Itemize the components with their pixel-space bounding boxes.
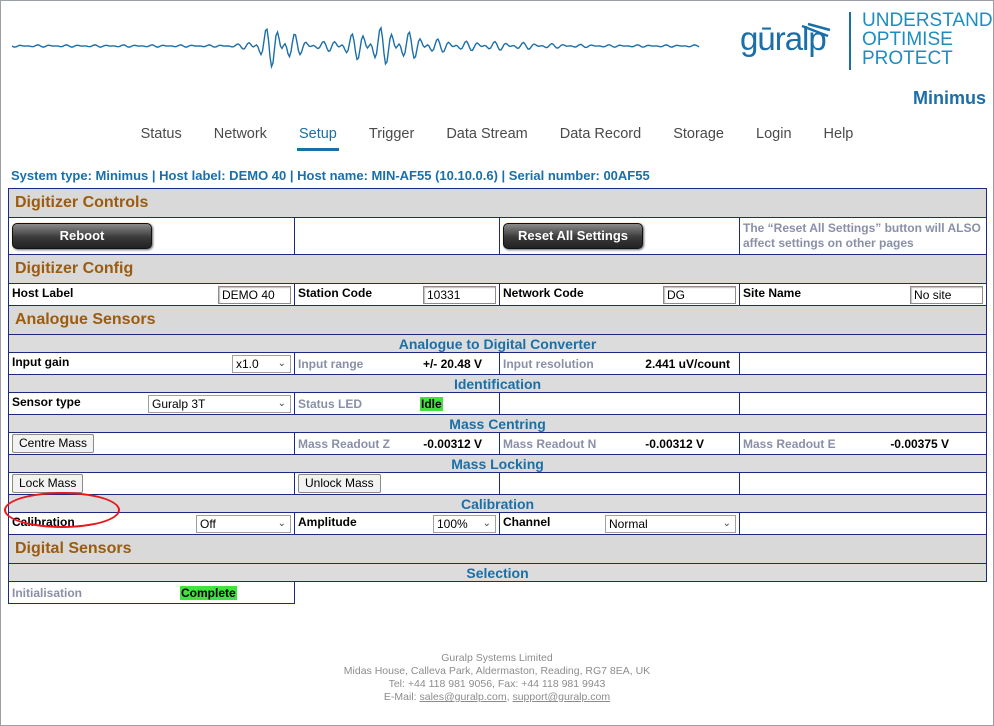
input-resolution-label: Input resolution — [503, 356, 594, 371]
subsection-mass-locking: Mass Locking — [9, 455, 987, 473]
nav-login[interactable]: Login — [756, 126, 792, 142]
input-resolution-value: 2.441 uV/count — [645, 356, 730, 371]
unlock-mass-button[interactable]: Unlock Mass — [298, 474, 381, 493]
tagline-understand: UNDERSTAND — [862, 10, 993, 31]
amplitude-select[interactable] — [433, 515, 496, 533]
initialisation-label: Initialisation — [12, 585, 83, 600]
nav-network[interactable]: Network — [213, 126, 267, 142]
section-digitizer-controls: Digitizer Controls — [9, 189, 987, 218]
input-range-value: +/- 20.48 V — [422, 356, 482, 371]
calibration-label: Calibration — [12, 514, 75, 529]
support-email-link[interactable]: support@guralp.com — [512, 691, 611, 703]
chevron-down-icon: ⌄ — [482, 517, 491, 529]
network-code-input[interactable]: DG — [663, 286, 736, 304]
subsection-calibration: Calibration — [9, 495, 987, 513]
footer-address: Midas House, Calleva Park, Aldermaston, Reading, RG7 8EA, UK — [343, 665, 651, 677]
seismogram-banner — [12, 18, 702, 74]
network-code-label: Network Code — [503, 285, 584, 300]
calibration-value: Off — [200, 516, 216, 531]
mass-readout-n-label: Mass Readout N — [503, 436, 597, 451]
host-label-label: Host Label — [12, 285, 74, 300]
centre-mass-button[interactable]: Centre Mass — [12, 434, 94, 453]
nav-help[interactable]: Help — [823, 126, 854, 142]
nav-setup[interactable]: Setup — [297, 126, 339, 151]
status-led-label: Status LED — [298, 396, 363, 411]
mass-readout-e-value: -0.00375 V — [890, 436, 950, 451]
sensor-type-label: Sensor type — [12, 394, 81, 409]
mass-readout-n-value: -0.00312 V — [645, 436, 704, 451]
subsection-identification: Identification — [9, 375, 987, 393]
lock-mass-highlight-annotation — [4, 492, 120, 528]
footer-company: Guralp Systems Limited — [441, 652, 553, 664]
reset-note: The “Reset All Settings” button will ALSO affect settings on other pages — [740, 218, 987, 255]
nav-data-stream[interactable]: Data Stream — [446, 126, 528, 142]
chevron-down-icon: ⌄ — [277, 357, 286, 369]
channel-label: Channel — [503, 514, 551, 529]
nav-status[interactable]: Status — [140, 126, 182, 142]
chevron-down-icon: ⌄ — [722, 517, 731, 529]
input-range-label: Input range — [298, 356, 364, 371]
mass-readout-e-label: Mass Readout E — [743, 436, 836, 451]
chevron-down-icon: ⌄ — [277, 397, 286, 409]
site-name-label: Site Name — [743, 285, 802, 300]
footer — [0, 652, 994, 704]
subsection-selection: Selection — [9, 564, 987, 582]
station-code-input[interactable]: 10331 — [423, 286, 496, 304]
logo-divider — [849, 12, 851, 70]
section-digitizer-config: Digitizer Config — [9, 255, 987, 284]
input-gain-select[interactable] — [232, 355, 291, 373]
tagline-optimise: OPTIMISE — [862, 29, 953, 50]
nav-trigger[interactable]: Trigger — [368, 126, 415, 142]
footer-email-prefix: E-Mail: — [383, 691, 417, 703]
status-led-badge: Idle — [421, 396, 442, 411]
chevron-down-icon: ⌄ — [277, 517, 286, 529]
input-gain-value: x1.0 — [236, 356, 259, 371]
settings-table — [8, 188, 987, 604]
section-digital-sensors: Digital Sensors — [9, 535, 987, 564]
tagline-protect: PROTECT — [862, 48, 953, 69]
model-title: Minimus — [912, 88, 986, 108]
sensor-type-select[interactable] — [148, 395, 291, 413]
mass-readout-z-value: -0.00312 V — [423, 436, 482, 451]
lock-mass-button[interactable]: Lock Mass — [12, 474, 83, 493]
channel-value: Normal — [609, 516, 648, 531]
nav-data-record[interactable]: Data Record — [559, 126, 642, 142]
reset-all-settings-button[interactable]: Reset All Settings — [503, 223, 643, 249]
channel-select[interactable] — [605, 515, 736, 533]
station-code-label: Station Code — [298, 285, 372, 300]
amplitude-label: Amplitude — [298, 514, 357, 529]
guralp-logo: gūralp — [740, 20, 826, 57]
logo-swoosh-icon — [800, 22, 832, 44]
mass-readout-z-label: Mass Readout Z — [298, 436, 391, 451]
sensor-type-value: Guralp 3T — [152, 396, 206, 411]
host-label-input[interactable]: DEMO 40 — [218, 286, 291, 304]
system-info: System type: Minimus | Host label: DEMO 40 | Host name: MIN-AF55 (10.10.0.6) | Serial number: 00AF55 — [11, 168, 650, 183]
subsection-adc: Analogue to Digital Converter — [9, 335, 987, 353]
section-analogue-sensors: Analogue Sensors — [9, 306, 987, 335]
input-gain-label: Input gain — [12, 354, 70, 369]
site-name-input[interactable]: No site — [910, 286, 983, 304]
calibration-select[interactable] — [196, 515, 291, 533]
nav-storage[interactable]: Storage — [673, 126, 724, 142]
sales-email-link[interactable]: sales@guralp.com — [419, 691, 507, 703]
initialisation-badge: Complete — [181, 585, 236, 600]
subsection-mass-centring: Mass Centring — [9, 415, 987, 433]
reboot-button[interactable]: Reboot — [12, 223, 152, 249]
amplitude-value: 100% — [437, 516, 468, 531]
footer-email: E-Mail: sales@guralp.com, support@guralp.com — [383, 691, 611, 703]
footer-phone: Tel: +44 118 981 9056, Fax: +44 118 981 9943 — [388, 678, 606, 690]
main-nav — [0, 126, 994, 151]
